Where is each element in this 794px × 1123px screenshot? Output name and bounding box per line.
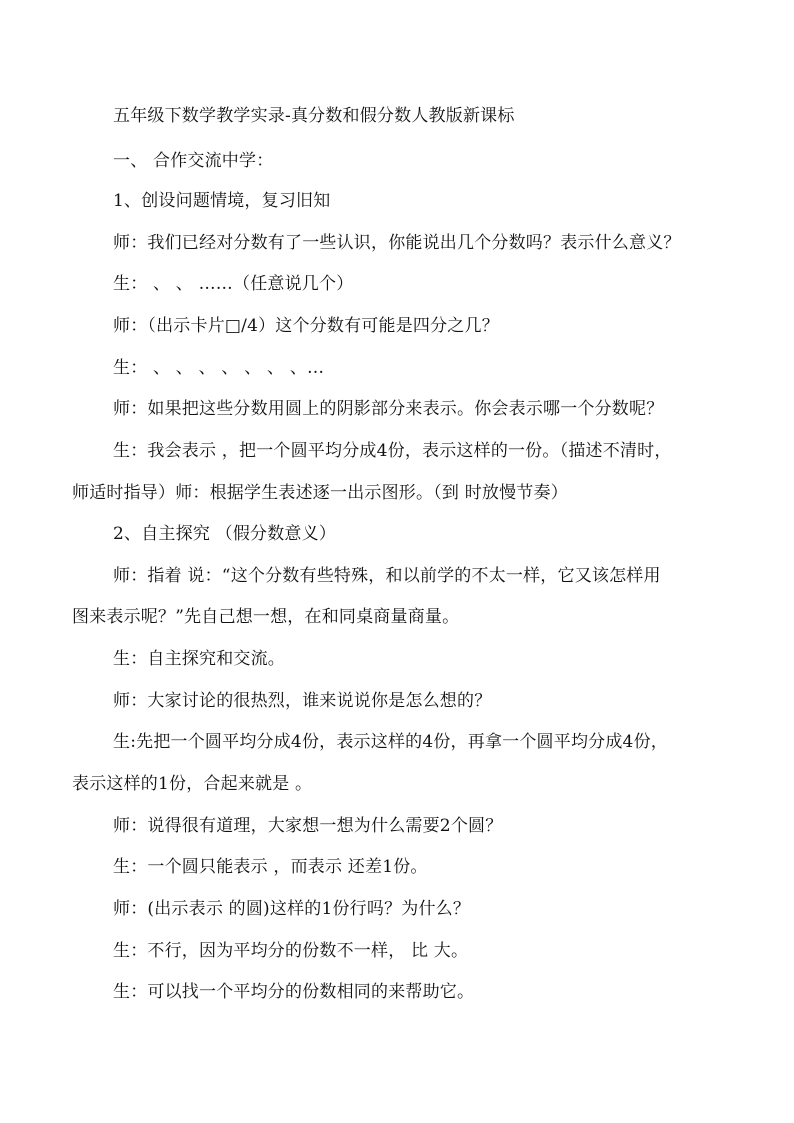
dialogue-line: 生：不行，因为平均分的份数不一样， 比 大。 xyxy=(113,941,469,961)
dialogue-line: 生：可以找一个平均分的份数相同的来帮助它。 xyxy=(113,982,475,1002)
dialogue-line: 师：说得很有道理，大家想一想为什么需要2个圆？ xyxy=(113,816,503,836)
dialogue-line-continuation: 表示这样的1份，合起来就是 。 xyxy=(72,774,313,794)
dialogue-line: 师：大家讨论的很热烈，谁来说说你是怎么想的？ xyxy=(113,691,492,711)
subsection-heading-1: 1、创设问题情境，复习旧知 xyxy=(113,191,331,211)
dialogue-line: 师：(出示表示 的圆)这样的1份行吗？为什么？ xyxy=(113,899,471,919)
document-title: 五年级下数学教学实录-真分数和假分数人教版新课标 xyxy=(113,106,515,126)
dialogue-line-continuation: 图来表示呢？”先自己想一想，在和同桌商量商量。 xyxy=(72,607,460,627)
dialogue-line: 师：我们已经对分数有了一些认识，你能说出几个分数吗？表示什么意义？ xyxy=(113,233,681,253)
dialogue-line: 生：我会表示 ，把一个圆平均分成4份，表示这样的一份。（描述不清时， xyxy=(113,441,672,461)
dialogue-line: 生：自主探究和交流。 xyxy=(113,649,285,669)
dialogue-line: 生:先把一个圆平均分成4份，表示这样的4份，再拿一个圆平均分成4份， xyxy=(113,732,668,752)
section-heading-1: 一、 合作交流中学： xyxy=(113,151,274,171)
dialogue-line: 师：如果把这些分数用圆上的阴影部分来表示。你会表示哪一个分数呢？ xyxy=(113,399,664,419)
dialogue-line: 生： 、 、 、 、 、 、 、… xyxy=(113,358,325,378)
dialogue-line: 生：一个圆只能表示 ，而表示 还差1份。 xyxy=(113,857,428,877)
subsection-heading-2: 2、自主探究 （假分数意义） xyxy=(113,524,337,544)
dialogue-line: 师：（出示卡片□/4）这个分数有可能是四分之几？ xyxy=(113,316,499,336)
dialogue-line-continuation: 师适时指导）师：根据学生表述逐一出示图形。（到 时放慢节奏） xyxy=(72,483,568,503)
dialogue-line: 生： 、 、 ……（任意说几个） xyxy=(113,274,354,294)
dialogue-line: 师：指着 说：“这个分数有些特殊，和以前学的不太一样，它又该怎样用 xyxy=(113,566,661,586)
